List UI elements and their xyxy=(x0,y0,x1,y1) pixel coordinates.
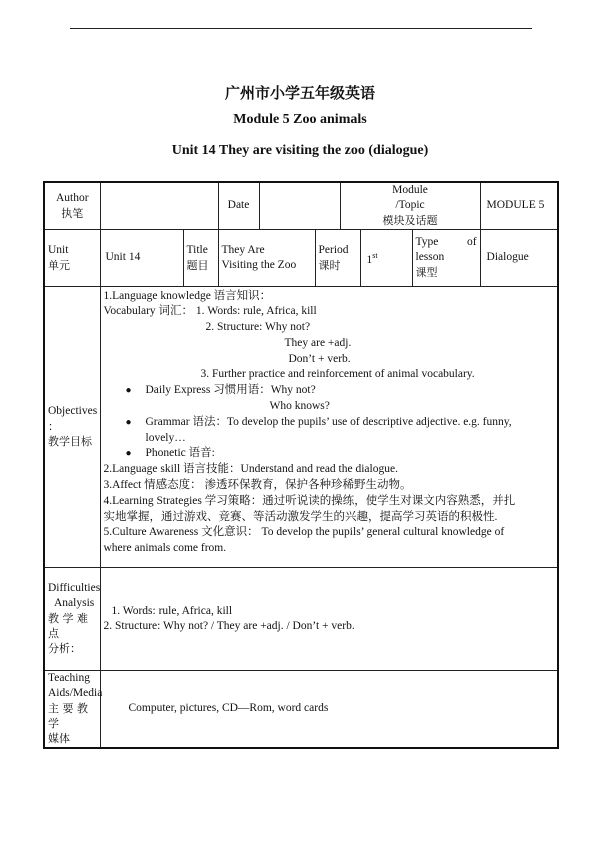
objective-line: Don’t + verb. xyxy=(288,352,351,365)
difficulties-label-line4: 分析： xyxy=(48,642,81,655)
module-label-line2: /Topic xyxy=(395,199,425,212)
aids-content: Computer, pictures, CD—Rom, word cards xyxy=(100,670,558,748)
unit-label-cell xyxy=(44,229,100,286)
period-label-cell xyxy=(315,229,360,286)
row-objectives xyxy=(44,286,558,567)
objectives-label-en: Objectives xyxy=(48,405,98,417)
objectives-label-colon: ： xyxy=(48,420,59,433)
title-value-line2: Visiting the Zoo xyxy=(221,258,297,271)
difficulty-line: 2. Structure: Why not? / They are +adj. / Don’t + verb. xyxy=(103,619,355,632)
objective-line: 3.Affect 情感态度： 渗透环保教育，保护各种珍稀野生动物。 xyxy=(103,479,412,492)
objective-line: Who knows? xyxy=(269,400,330,413)
objective-line: 4.Learning Strategies 学习策略：通过听说读的操练，使学生对课文内容熟悉，并扎 xyxy=(103,494,516,507)
objective-line: 2.Language skill 语言技能：Understand and read the dialogue. xyxy=(103,463,398,476)
objective-bullet-line: ● Phonetic 语音: xyxy=(104,446,556,462)
unit-value: Unit 14 xyxy=(100,229,183,286)
aids-label-line2: Aids/Media xyxy=(48,687,103,700)
objective-line: 5.Culture Awareness 文化意识： To develop the pupils’ general cultural knowledge of xyxy=(103,526,505,539)
lesson-type-of: of xyxy=(466,236,477,248)
lesson-type-label-cell xyxy=(412,229,480,286)
objective-bullet-line: ● Grammar 语法：To develop the pupils’ use of descriptive adjective. e.g. funny, xyxy=(104,415,556,431)
period-label-cn: 课时 xyxy=(318,258,341,272)
author-label-cn: 执笔 xyxy=(61,206,84,220)
module-title: Module 5 Zoo animals xyxy=(233,112,367,127)
difficulties-content xyxy=(100,567,558,670)
objective-line: 2. Structure: Why not? xyxy=(205,321,311,334)
title-label-cell xyxy=(183,229,218,286)
document-title: 广州市小学五年级英语 xyxy=(224,84,375,102)
period-number: 1 xyxy=(366,253,373,266)
row-difficulties xyxy=(44,567,558,670)
period-suffix: st xyxy=(372,250,378,260)
aids-label-cell xyxy=(44,670,103,748)
lesson-type-line3: 课型 xyxy=(415,266,438,279)
lesson-type-line1 xyxy=(416,235,477,250)
period-value-cell xyxy=(360,229,412,286)
objectives-content xyxy=(100,286,558,567)
module-label-line3: 模块及话题 xyxy=(382,214,438,228)
unit-label-en: Unit xyxy=(48,243,69,256)
objective-line: 1.Language knowledge 语言知识： xyxy=(103,289,272,302)
unit-title: Unit 14 They are visiting the zoo (dialogue) xyxy=(171,143,429,158)
aids-label-line4: 媒体 xyxy=(48,732,70,746)
period-label-en: Period xyxy=(318,243,349,256)
objectives-label-cn: 教学目标 xyxy=(48,435,92,448)
objective-line: lovely… xyxy=(145,431,186,444)
title-value-cell xyxy=(218,229,315,286)
objective-line: 3. Further practice and reinforcement of animal vocabulary. xyxy=(200,368,475,381)
date-label: Date xyxy=(218,182,259,229)
objective-line: They are +adj. xyxy=(284,336,352,349)
objective-line: 实地掌握，通过游戏、竞赛、等活动激发学生的兴趣，提高学习英语的积极性. xyxy=(103,510,498,523)
aids-label-line3: 主 要 教 学 xyxy=(48,702,88,731)
lesson-type-value: Dialogue xyxy=(480,229,558,286)
difficulties-label-line3: 教 学 难 点 xyxy=(48,612,88,640)
row-teaching-aids xyxy=(44,670,558,748)
row-author xyxy=(44,182,558,229)
lesson-type-word: Type xyxy=(415,236,439,248)
objective-line: where animals come from. xyxy=(103,542,227,555)
author-label-en: Author xyxy=(55,191,89,204)
title-label-en: Title xyxy=(186,243,208,256)
title-label-cn: 题目 xyxy=(186,258,209,272)
aids-label-line1: Teaching xyxy=(48,672,90,685)
header-rule xyxy=(70,28,532,29)
title-value-line1: They Are xyxy=(221,243,265,256)
objectives-label-cell xyxy=(44,286,100,567)
difficulties-label-cell xyxy=(44,567,100,670)
difficulties-label-line1: Difficulties xyxy=(48,582,101,594)
author-value-cell xyxy=(100,182,218,229)
module-topic-label-cell xyxy=(340,182,480,229)
module-label-line1: Module xyxy=(392,184,428,197)
lesson-plan-table xyxy=(43,181,559,749)
module-value: MODULE 5 xyxy=(480,182,558,229)
difficulties-label-line2: Analysis xyxy=(54,597,95,609)
unit-label-cn: 单元 xyxy=(48,258,70,272)
author-label-cell xyxy=(44,182,100,229)
difficulty-line: 1. Words: rule, Africa, kill xyxy=(111,604,233,617)
objective-bullet-line: ● Daily Express 习惯用语：Why not? xyxy=(104,383,556,399)
row-unit xyxy=(44,229,558,286)
objective-line: Vocabulary 词汇： 1. Words: rule, Africa, kill xyxy=(103,305,317,318)
date-value-cell xyxy=(259,182,340,229)
lesson-type-line2: lesson xyxy=(415,251,445,263)
